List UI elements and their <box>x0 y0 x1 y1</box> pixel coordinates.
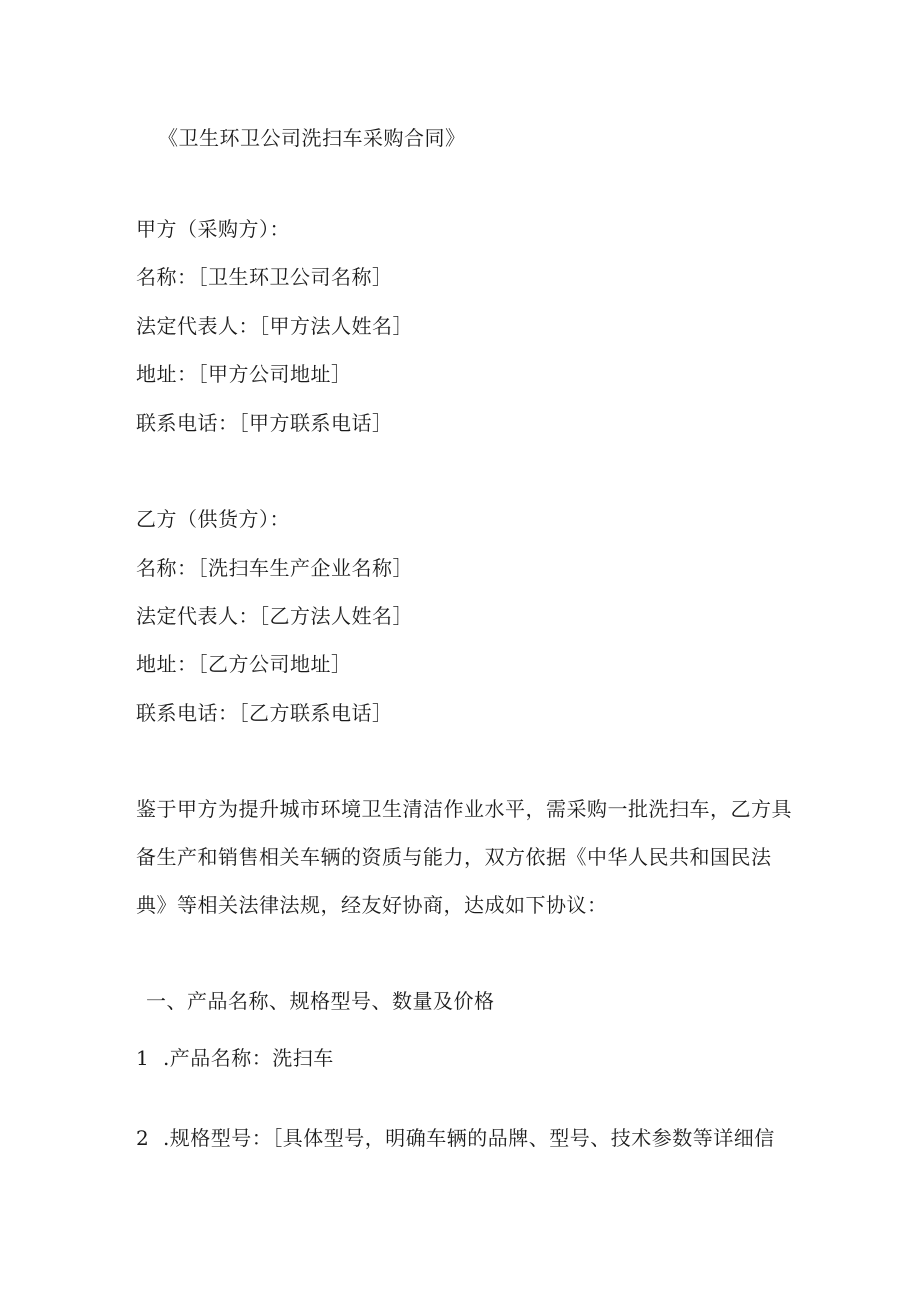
section-1-heading: 一、产品名称、规格型号、数量及价格 <box>146 989 495 1013</box>
preamble-line-2: 备生产和销售相关车辆的资质与能力，双方依据《中华人民共和国民法 <box>136 845 772 869</box>
party-a-phone: 联系电话：［甲方联系电话］ <box>136 411 393 435</box>
preamble-line-1: 鉴于甲方为提升城市环境卫生清洁作业水平，需采购一批洗扫车，乙方具 <box>136 797 792 821</box>
preamble-line-3: 典》等相关法律法规，经友好协商，达成如下协议： <box>136 893 608 917</box>
party-a-representative: 法定代表人：［甲方法人姓名］ <box>136 314 413 338</box>
party-a-address: 地址：［甲方公司地址］ <box>136 362 352 386</box>
party-b-representative: 法定代表人：［乙方法人姓名］ <box>136 604 413 628</box>
party-b-address: 地址：［乙方公司地址］ <box>136 652 352 676</box>
section-1-item-1: 1 .产品名称：洗扫车 <box>136 1046 334 1070</box>
party-b-phone: 联系电话：［乙方联系电话］ <box>136 701 393 725</box>
party-a-heading: 甲方（采购方）： <box>136 217 290 241</box>
section-1-item-2: 2 .规格型号：［具体型号，明确车辆的品牌、型号、技术参数等详细信 <box>136 1126 775 1150</box>
party-b-name: 名称：［洗扫车生产企业名称］ <box>136 556 413 580</box>
party-b-heading: 乙方（供货方）： <box>136 507 290 531</box>
party-a-name: 名称：［卫生环卫公司名称］ <box>136 265 393 289</box>
document-title: 《卫生环卫公司洗扫车采购合同》 <box>158 126 466 150</box>
